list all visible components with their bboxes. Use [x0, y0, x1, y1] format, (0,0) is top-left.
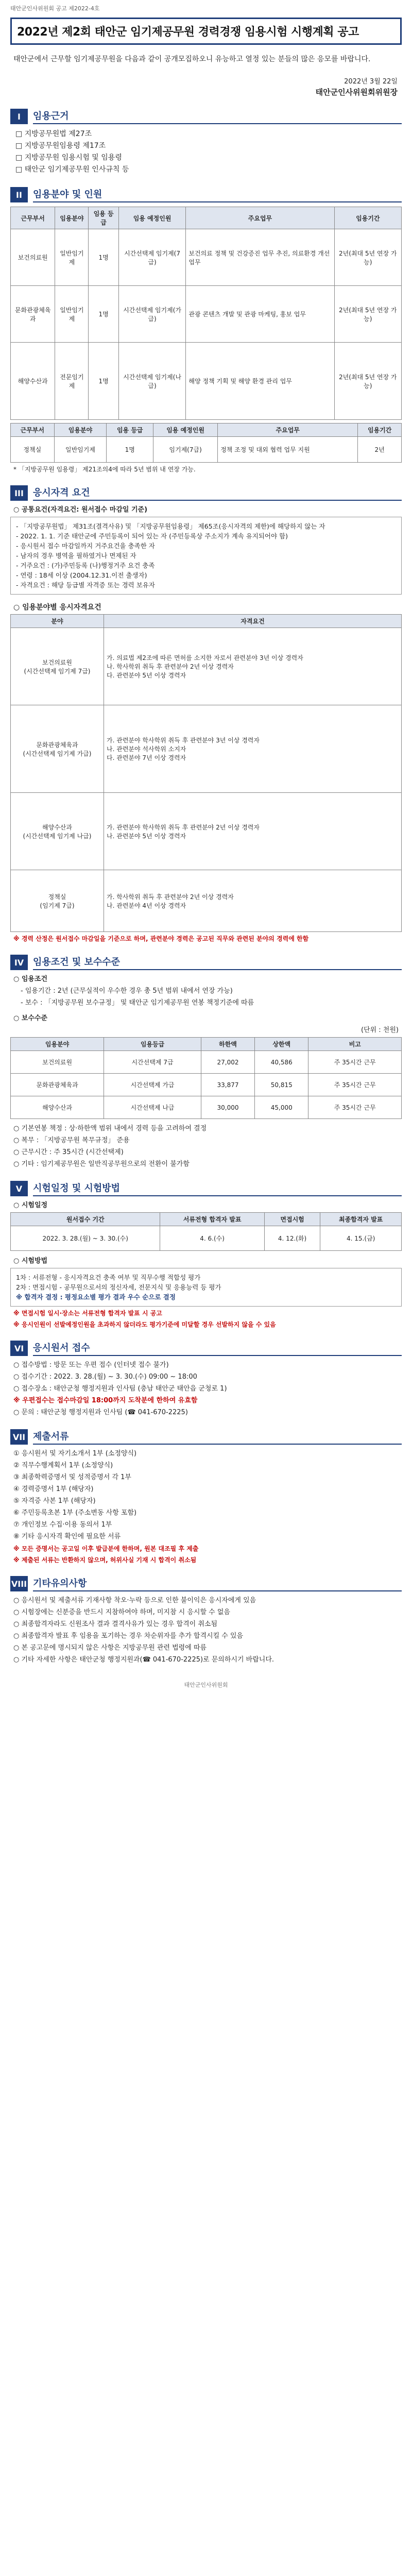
col-header: 임용분야 — [54, 423, 107, 437]
col-header: 주요업무 — [186, 207, 334, 229]
col-header: 주요업무 — [218, 423, 358, 437]
qualification-intro: ○ 공통요건(자격요건: 원서접수 마감일 기준) — [13, 506, 148, 514]
recruit-table-2 — [10, 423, 402, 463]
table-cell: 1명 — [107, 437, 153, 463]
caution-line: ○ 최종합격자라도 신원조사 결과 결격사유가 있는 경우 합격이 취소됨 — [13, 1620, 218, 1628]
pay-table — [10, 1037, 402, 1119]
qualification-line: - 남자의 경우 병역을 필하였거나 면제된 자 — [16, 552, 136, 560]
section-number: VIII — [10, 1576, 28, 1591]
methods-box — [10, 1268, 402, 1307]
announcement-org: 태안군인사위원회위원장 — [315, 88, 398, 97]
table-cell: 문화관광체육과 (시간선택제 임기제 가급) — [11, 705, 104, 793]
section-title: 제출서류 — [33, 1429, 402, 1445]
table-cell: 2년(최대 5년 연장 가능) — [334, 343, 401, 420]
col-header: 분야 — [11, 615, 104, 628]
schedule-title: ○ 시험일정 — [13, 1201, 48, 1209]
table-row — [11, 870, 402, 932]
table-cell: 1명 — [89, 286, 118, 343]
table-cell: 해양수산과 — [11, 1096, 104, 1119]
table-cell: 1명 — [89, 229, 118, 286]
conditions-line: - 보수 : 「지방공무원 보수규정」 및 태안군 임기제공무원 연봉 책정기준에 따름 — [21, 999, 254, 1007]
col-header: 임용기간 — [358, 423, 402, 437]
section-title: 응시자격 요건 — [33, 485, 402, 501]
section-application — [10, 1341, 402, 1356]
col-header: 임용 예정인원 — [153, 423, 218, 437]
col-header: 임용분야 — [11, 1038, 104, 1051]
qualification-note: ※ 경력 산정은 원서접수 마감일을 기준으로 하며, 관련분야 경력은 공고된 직무와 관련된 분야의 경력에 한함 — [13, 935, 309, 942]
footer-org: 태안군인사위원회 — [184, 1682, 228, 1688]
section-title: 임용조건 및 보수수준 — [33, 955, 402, 970]
basis-list — [10, 128, 402, 176]
conditions-title: ○ 임용조건 — [13, 975, 48, 983]
section-recruit — [10, 187, 402, 202]
table-row — [11, 793, 402, 870]
table-row — [11, 437, 402, 463]
section-schedule — [10, 1181, 402, 1196]
announcement-date: 2022년 3월 22일 — [344, 78, 398, 86]
announcement-page — [10, 0, 402, 1689]
recruit-footnote: * 「지방공무원 임용령」 제21조의4에 따라 5년 범위 내 연장 가능. — [13, 466, 196, 473]
table-cell: 45,000 — [255, 1096, 308, 1119]
qualification-line: - 응시원서 접수 마감일까지 거주요건을 충족한 자 — [16, 542, 155, 550]
col-header: 근무부서 — [11, 423, 55, 437]
col-header: 상한액 — [255, 1038, 308, 1051]
col-header: 자격요건 — [104, 615, 402, 628]
table-cell: 해양 정책 기획 및 해양 환경 관리 업무 — [186, 343, 334, 420]
conditions-extra: ○ 복무 : 「지방공무원 복무규정」 준용 — [13, 1137, 130, 1144]
conditions-line: - 임용기간 : 2년 (근무실적이 우수한 경우 총 5년 범위 내에서 연장 가능) — [21, 987, 233, 995]
table-cell: 2년(최대 5년 연장 가능) — [334, 286, 401, 343]
col-header: 임용분야 — [55, 207, 89, 229]
col-header: 면접시험 — [264, 1213, 320, 1226]
title-box — [10, 18, 402, 45]
list-item: □ 태안군 임기제공무원 인사규칙 등 — [15, 164, 402, 176]
method-line: 1차 : 서류전형 - 응시자격요건 충족 여부 및 직무수행 적합성 평가 — [16, 1274, 201, 1281]
table-cell: 정책실 (임기제 7급) — [11, 870, 104, 932]
document-note: ※ 모든 증명서는 공고일 이후 발급분에 한하며, 원본 대조필 후 제출 — [13, 1545, 199, 1552]
qualification-detail-title: ○ 임용분야별 응시자격요건 — [13, 603, 101, 612]
section-number: III — [10, 485, 28, 501]
section-qualification — [10, 485, 402, 501]
col-header: 원서접수 기간 — [11, 1213, 160, 1226]
document-note: ※ 제출된 서류는 반환하지 않으며, 허위사실 기재 시 합격이 취소됨 — [13, 1556, 197, 1564]
section-number: VI — [10, 1341, 28, 1356]
document-item: ① 응시원서 및 자기소개서 1부 (소정양식) — [13, 1450, 137, 1458]
caution-line: ○ 시험장에는 신분증을 반드시 지참하여야 하며, 미지참 시 응시할 수 없음 — [13, 1608, 230, 1616]
table-cell: 4. 12.(화) — [264, 1226, 320, 1251]
method-line: 2차 : 면접시험 - 공무원으로서의 정신자세, 전문지식 및 응용능력 등 평가 — [16, 1283, 221, 1291]
table-cell: 시간선택제 가급 — [104, 1074, 201, 1096]
conditions-extra: ○ 근무시간 : 주 35시간 (시간선택제) — [13, 1148, 124, 1156]
table-cell: 27,002 — [201, 1051, 254, 1074]
application-line: ※ 우편접수는 접수마감일 18:00까지 도착분에 한하여 유효함 — [13, 1397, 198, 1404]
list-item: □ 지방공무원임용령 제17조 — [15, 140, 402, 152]
methods-title: ○ 시험방법 — [13, 1257, 48, 1265]
recruit-table — [10, 207, 402, 420]
section-title: 임용근거 — [33, 109, 402, 124]
table-cell: 30,000 — [201, 1096, 254, 1119]
table-cell: 정책 조정 및 대외 협력 업무 지원 — [218, 437, 358, 463]
col-header: 임용 등급 — [107, 423, 153, 437]
qualification-line: - 연령 : 18세 이상 (2004.12.31.이전 출생자) — [16, 571, 147, 579]
caution-line: ○ 본 공고문에 명시되지 않은 사항은 지방공무원 관련 법령에 따름 — [13, 1644, 207, 1652]
section-number: I — [10, 109, 28, 124]
table-cell: 관광 콘텐츠 개발 및 관광 마케팅, 홍보 업무 — [186, 286, 334, 343]
section-title: 기타유의사항 — [33, 1576, 402, 1591]
table-cell: 전문임기제 — [55, 343, 89, 420]
table-row — [11, 705, 402, 793]
qualification-table — [10, 614, 402, 932]
table-row — [11, 1051, 402, 1074]
schedule-note: ※ 응시인원이 선발예정인원을 초과하지 않더라도 평가기준에 미달할 경우 선발하지 않을 수 있음 — [13, 1321, 276, 1328]
table-cell: 시간선택제 임기제(가급) — [118, 286, 186, 343]
col-header: 최종합격자 발표 — [320, 1213, 402, 1226]
table-cell: 일반임기제 — [55, 229, 89, 286]
section-number: V — [10, 1181, 28, 1196]
application-line: ○ 접수기간 : 2022. 3. 28.(월) ~ 3. 30.(수) 09:00 ~ 18:00 — [13, 1373, 197, 1381]
table-cell: 보건의료원 — [11, 229, 55, 286]
document-item: ② 직무수행계획서 1부 (소정양식) — [13, 1462, 113, 1469]
table-row — [11, 628, 402, 705]
section-cautions — [10, 1576, 402, 1591]
table-cell: 주 35시간 근무 — [308, 1074, 402, 1096]
table-cell: 가. 관련분야 학사학위 취득 후 관련분야 3년 이상 경력자 나. 관련분야 석사학위 소지자 다. 관련분야 7년 이상 경력자 — [104, 705, 402, 793]
col-header: 서류전형 합격자 발표 — [160, 1213, 264, 1226]
document-item: ⑧ 기타 응시자격 확인에 필요한 서류 — [13, 1533, 121, 1540]
header-note: 태안군인사위원회 공고 제2022-4호 — [10, 5, 100, 12]
section-documents — [10, 1429, 402, 1445]
table-cell: 보건의료원 — [11, 1051, 104, 1074]
qualification-line: - 2022. 1. 1. 기준 태안군에 주민등록이 되어 있는 자 (주민등록상 주소지가 계속 유지되어야 함) — [16, 532, 288, 540]
table-cell: 일반임기제 — [55, 286, 89, 343]
section-conditions — [10, 955, 402, 970]
caution-line: ○ 최종합격자 발표 후 임용을 포기하는 경우 차순위자를 추가 합격시킬 수 있음 — [13, 1632, 244, 1640]
table-cell: 33,877 — [201, 1074, 254, 1096]
table-cell: 40,586 — [255, 1051, 308, 1074]
table-cell: 가. 의료법 제2조에 따른 면허를 소지한 자로서 관련분야 3년 이상 경력자 나. 학사학위 취득 후 관련분야 2년 이상 경력자 다. 관련분야 5년 이상 경력자 — [104, 628, 402, 705]
table-row — [11, 229, 402, 286]
table-cell: 가. 관련분야 학사학위 취득 후 관련분야 2년 이상 경력자 나. 관련분야 5년 이상 경력자 — [104, 793, 402, 870]
table-row — [11, 1226, 402, 1251]
page-title: 2022년 제2회 태안군 임기제공무원 경력경쟁 임용시험 시행계획 공고 — [17, 26, 359, 39]
list-item: □ 지방공무원법 제27조 — [15, 128, 402, 140]
col-header: 임용 등급 — [89, 207, 118, 229]
table-row — [11, 343, 402, 420]
section-title: 시험일정 및 시험방법 — [33, 1181, 402, 1196]
qualification-line: - 「지방공무원법」 제31조(결격사유) 및 「지방공무원임용령」 제65조(응시자격의 제한)에 해당하지 않는 자 — [16, 522, 325, 530]
application-line: ○ 문의 : 태안군청 행정지원과 인사팀 (☎ 041-670-2225) — [13, 1409, 188, 1416]
qualification-box — [10, 517, 402, 595]
table-cell: 2년(최대 5년 연장 가능) — [334, 229, 401, 286]
document-item: ③ 최종학력증명서 및 성적증명서 각 1부 — [13, 1473, 131, 1481]
table-cell: 4. 6.(수) — [160, 1226, 264, 1251]
table-cell: 2022. 3. 28.(월) ~ 3. 30.(수) — [11, 1226, 160, 1251]
table-cell: 1명 — [89, 343, 118, 420]
table-cell: 가. 학사학위 취득 후 관련분야 2년 이상 경력자 나. 관련분야 4년 이상 경력자 — [104, 870, 402, 932]
table-cell: 해양수산과 (시간선택제 임기제 나급) — [11, 793, 104, 870]
table-cell: 2년 — [358, 437, 402, 463]
table-cell: 시간선택제 임기제(나급) — [118, 343, 186, 420]
table-row — [11, 286, 402, 343]
conditions-extra: ○ 기본연봉 책정 : 상·하한액 범위 내에서 경력 등을 고려하여 결정 — [13, 1125, 207, 1132]
caution-line: ○ 응시원서 및 제출서류 기재사항 착오·누락 등으로 인한 불이익은 응시자에게 있음 — [13, 1597, 256, 1604]
col-header: 근무부서 — [11, 207, 55, 229]
caution-line: ○ 기타 자세한 사항은 태안군청 행정지원과(☎ 041-670-2225)로 문의하시기 바랍니다. — [13, 1656, 274, 1664]
table-cell: 문화관광체육과 — [11, 1074, 104, 1096]
col-header: 임용기간 — [334, 207, 401, 229]
list-item: □ 지방공무원 임용시험 및 임용령 — [15, 152, 402, 164]
table-row — [11, 1096, 402, 1119]
pay-title: ○ 보수수준 — [13, 1014, 48, 1022]
section-number: VII — [10, 1429, 28, 1445]
table-cell: 정책실 — [11, 437, 55, 463]
table-cell: 시간선택제 나급 — [104, 1096, 201, 1119]
conditions-extra: ○ 기타 : 임기제공무원은 일반직공무원으로의 전환이 불가함 — [13, 1160, 190, 1168]
table-cell: 보건의료 정책 및 건강증진 업무 추진, 의료환경 개선 업무 — [186, 229, 334, 286]
schedule-table — [10, 1212, 402, 1251]
pay-unit: (단위 : 천원) — [360, 1026, 399, 1034]
table-cell: 임기제(7급) — [153, 437, 218, 463]
col-header: 임용등급 — [104, 1038, 201, 1051]
method-line: ※ 합격자 결정 : 평정요소별 평가 결과 우수 순으로 결정 — [16, 1293, 176, 1301]
table-cell: 문화관광체육과 — [11, 286, 55, 343]
table-cell: 주 35시간 근무 — [308, 1051, 402, 1074]
document-item: ④ 경력증명서 1부 (해당자) — [13, 1485, 94, 1493]
document-item: ⑦ 개인정보 수집·이용 동의서 1부 — [13, 1521, 112, 1529]
col-header: 비고 — [308, 1038, 402, 1051]
section-title: 응시원서 접수 — [33, 1341, 402, 1356]
table-cell: 일반임기제 — [54, 437, 107, 463]
section-basis — [10, 109, 402, 124]
col-header: 하한액 — [201, 1038, 254, 1051]
col-header: 임용 예정인원 — [118, 207, 186, 229]
qualification-line: - 거주요건 : (가)주민등록 (나)행정거주 요건 충족 — [16, 562, 155, 569]
document-item: ⑥ 주민등록초본 1부 (주소변동 사항 포함) — [13, 1509, 137, 1517]
table-cell: 해양수산과 — [11, 343, 55, 420]
table-cell: 시간선택제 임기제(7급) — [118, 229, 186, 286]
table-row — [11, 1074, 402, 1096]
application-line: ○ 접수방법 : 방문 또는 우편 접수 (인터넷 접수 불가) — [13, 1361, 169, 1369]
schedule-note: ※ 면접시험 일시·장소는 서류전형 합격자 발표 시 공고 — [13, 1310, 162, 1317]
application-line: ○ 접수장소 : 태안군청 행정지원과 인사팀 (충남 태안군 태안읍 군청로 1) — [13, 1385, 227, 1393]
table-cell: 시간선택제 7급 — [104, 1051, 201, 1074]
intro-text: 태안군에서 근무할 임기제공무원을 다음과 같이 공개모집하오니 유능하고 열정 있는 분들의 많은 응모를 바랍니다. — [13, 55, 371, 63]
section-number: II — [10, 187, 28, 202]
table-cell: 주 35시간 근무 — [308, 1096, 402, 1119]
table-cell: 보건의료원 (시간선택제 임기제 7급) — [11, 628, 104, 705]
section-number: IV — [10, 955, 28, 970]
table-cell: 50,815 — [255, 1074, 308, 1096]
qualification-line: - 자격요건 : 해당 등급별 자격증 또는 경력 보유자 — [16, 581, 155, 589]
document-item: ⑤ 자격증 사본 1부 (해당자) — [13, 1497, 96, 1505]
table-cell: 4. 15.(금) — [320, 1226, 402, 1251]
section-title: 임용분야 및 인원 — [33, 187, 402, 202]
